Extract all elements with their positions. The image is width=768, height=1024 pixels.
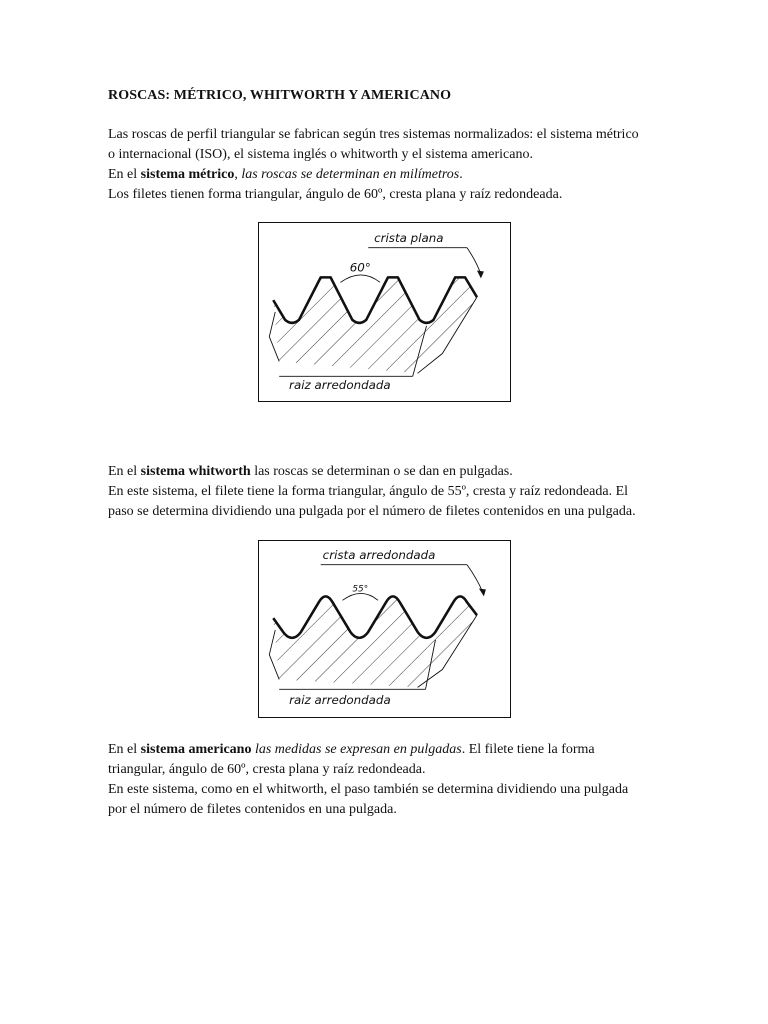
whitworth-line-3: paso se determina dividiendo una pulgada por el número de filetes contenidos en una pulgada. — [108, 504, 636, 519]
metric-thread-diagram — [259, 223, 510, 401]
intro-paragraph — [108, 125, 668, 205]
american-line-1-rest: . El filete tiene la forma — [461, 742, 595, 757]
metric-root-label: raiz arredondada — [289, 378, 391, 393]
whitworth-paragraph — [108, 462, 668, 522]
intro-line-3 — [108, 165, 668, 185]
metric-units-italic: las roscas se determinan en milímetros — [241, 167, 460, 182]
whitworth-thread-diagram — [259, 541, 510, 717]
american-line-2: triangular, ángulo de 60º, cresta plana y raíz redondeada. — [108, 762, 426, 777]
american-line-1-prefix: En el — [108, 742, 141, 757]
metric-system-bold: sistema métrico — [140, 167, 235, 182]
intro-line-3-prefix: En el — [108, 167, 141, 182]
whitworth-line-1-prefix: En el — [108, 464, 141, 479]
intro-line-1: Las roscas de perfil triangular se fabrican según tres sistemas normalizados: el sistema métrico — [108, 127, 639, 142]
whitworth-thread-figure — [258, 540, 511, 718]
metric-thread-figure — [258, 222, 511, 402]
intro-line-2: o internacional (ISO), el sistema inglés o whitworth y el sistema americano. — [108, 147, 533, 162]
american-system-bold: sistema americano — [140, 742, 252, 757]
whitworth-root-label: raiz arredondada — [289, 693, 391, 708]
american-line-4: por el número de filetes contenidos en una pulgada. — [108, 802, 397, 817]
metric-crest-label: crista plana — [374, 230, 444, 245]
whitworth-crest-arrowhead — [479, 588, 486, 596]
whitworth-angle-arc — [342, 593, 378, 600]
american-paragraph — [108, 740, 668, 820]
metric-crest-arrow-line — [467, 248, 481, 275]
whitworth-line-2: En este sistema, el filete tiene la forma triangular, ángulo de 55º, cresta y raíz redondeada. El — [108, 484, 629, 499]
whitworth-system-bold: sistema whitworth — [140, 464, 251, 479]
whitworth-crest-arrow-line — [467, 565, 483, 593]
whitworth-line-1-rest: las roscas se determinan o se dan en pulgadas. — [250, 464, 513, 479]
whitworth-angle-label: 55° — [352, 584, 369, 595]
american-line-3: En este sistema, como en el whitworth, el paso también se determina dividiendo una pulgada — [108, 782, 629, 797]
intro-line-4: Los filetes tienen forma triangular, ángulo de 60º, cresta plana y raíz redondeada. — [108, 187, 563, 202]
page-title: ROSCAS: MÉTRICO, WHITWORTH Y AMERICANO — [108, 88, 452, 103]
american-units-italic: las medidas se expresan en pulgadas — [254, 742, 462, 757]
metric-angle-arc — [340, 275, 380, 282]
metric-angle-label: 60° — [349, 260, 371, 275]
metric-crest-arrowhead — [477, 270, 484, 278]
whitworth-crest-label: crista arredondada — [322, 547, 436, 562]
whitworth-hatched-section — [273, 596, 477, 687]
american-line-1 — [108, 740, 668, 760]
intro-line-3-comma: , — [234, 167, 242, 182]
intro-line-3-end: . — [459, 167, 463, 182]
whitworth-line-1 — [108, 462, 668, 482]
